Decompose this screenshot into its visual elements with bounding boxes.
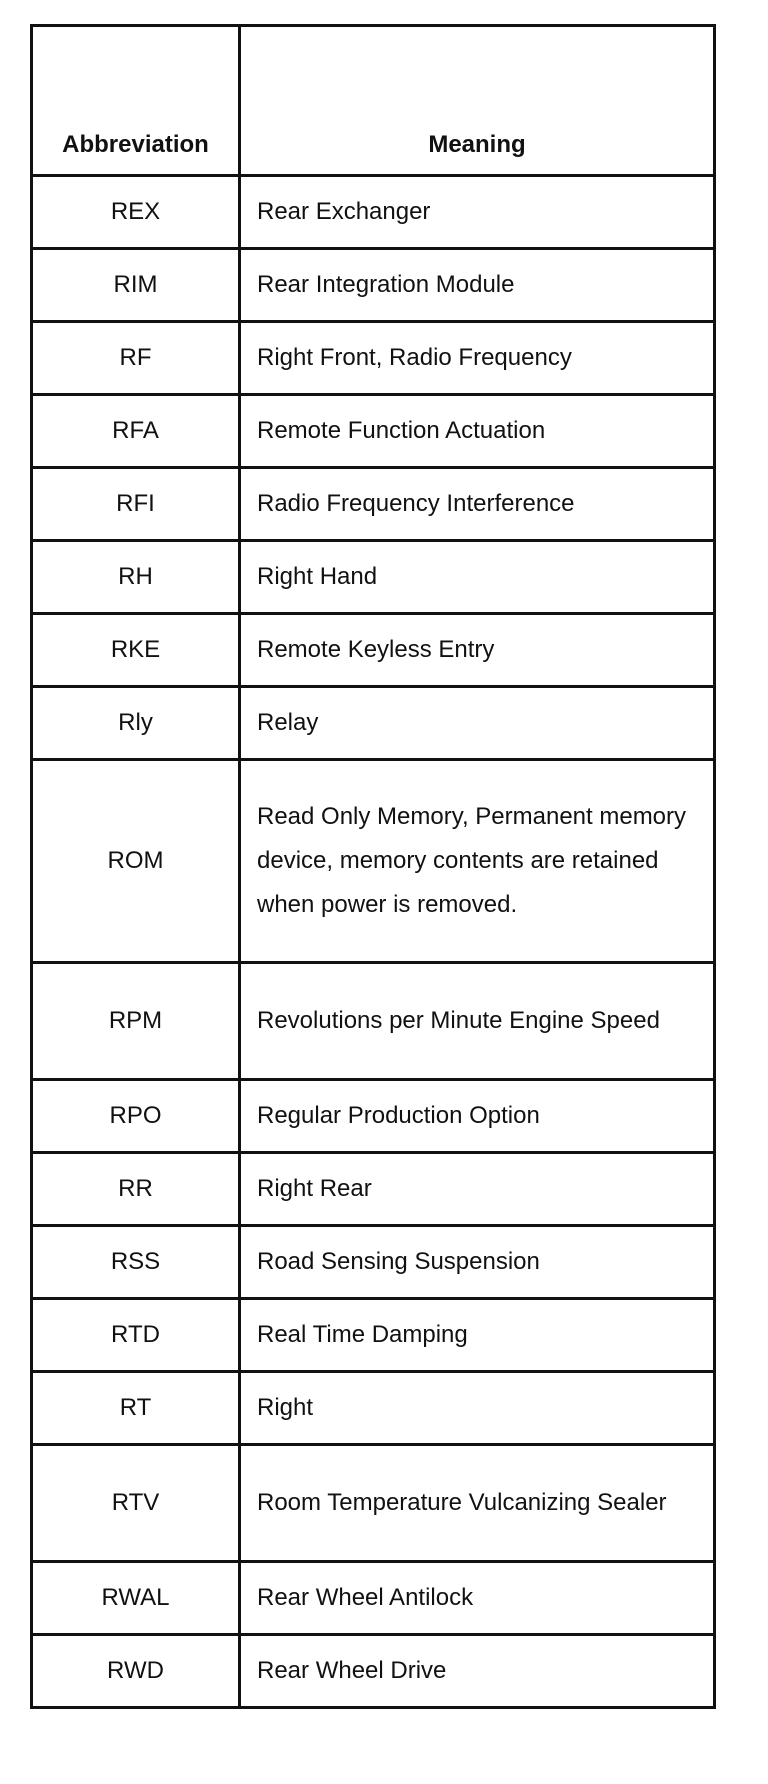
abbreviation-cell: RF [32,322,240,395]
table-row [32,1445,715,1562]
meaning-cell: Relay [240,687,715,760]
meaning-cell: Right Rear [240,1153,715,1226]
table-row [32,322,715,395]
table-row [32,760,715,963]
abbreviation-cell: RR [32,1153,240,1226]
table-row [32,963,715,1080]
table-row [32,1562,715,1635]
meaning-cell: Rear Wheel Drive [240,1635,715,1708]
abbreviation-table [30,24,716,1709]
abbreviation-cell: Rly [32,687,240,760]
table-row [32,1372,715,1445]
table-row [32,614,715,687]
abbreviation-cell: RPO [32,1080,240,1153]
meaning-cell: Real Time Damping [240,1299,715,1372]
meaning-cell: Regular Production Option [240,1080,715,1153]
meaning-cell: Remote Keyless Entry [240,614,715,687]
abbreviation-cell: RFI [32,468,240,541]
meaning-cell: Revolutions per Minute Engine Speed [240,963,715,1080]
abbreviation-cell: RT [32,1372,240,1445]
table-header-row [32,26,715,176]
abbreviation-cell: RIM [32,249,240,322]
meaning-cell: Read Only Memory, Permanent memory device, memory contents are retained when power is removed. [240,760,715,963]
meaning-cell: Rear Integration Module [240,249,715,322]
table-row [32,1226,715,1299]
table-row [32,395,715,468]
abbreviation-cell: RTD [32,1299,240,1372]
meaning-cell: Radio Frequency Interference [240,468,715,541]
meaning-cell: Right Hand [240,541,715,614]
table-row [32,176,715,249]
table-row [32,1635,715,1708]
abbreviation-cell: RSS [32,1226,240,1299]
abbreviation-cell: RPM [32,963,240,1080]
table-row [32,1153,715,1226]
table-row [32,249,715,322]
meaning-column-header: Meaning [240,26,715,176]
meaning-cell: Right Front, Radio Frequency [240,322,715,395]
table-row [32,541,715,614]
abbreviation-column-header: Abbreviation [32,26,240,176]
table-row [32,1299,715,1372]
abbreviation-cell: RKE [32,614,240,687]
meaning-cell: Rear Exchanger [240,176,715,249]
table-row [32,468,715,541]
meaning-cell: Right [240,1372,715,1445]
abbreviation-cell: RWD [32,1635,240,1708]
abbreviation-cell: RFA [32,395,240,468]
abbreviation-cell: RTV [32,1445,240,1562]
table-row [32,1080,715,1153]
meaning-cell: Room Temperature Vulcanizing Sealer [240,1445,715,1562]
meaning-cell: Remote Function Actuation [240,395,715,468]
abbreviation-cell: RWAL [32,1562,240,1635]
abbreviation-cell: RH [32,541,240,614]
abbreviation-cell: ROM [32,760,240,963]
meaning-cell: Road Sensing Suspension [240,1226,715,1299]
table-row [32,687,715,760]
meaning-cell: Rear Wheel Antilock [240,1562,715,1635]
abbreviation-cell: REX [32,176,240,249]
